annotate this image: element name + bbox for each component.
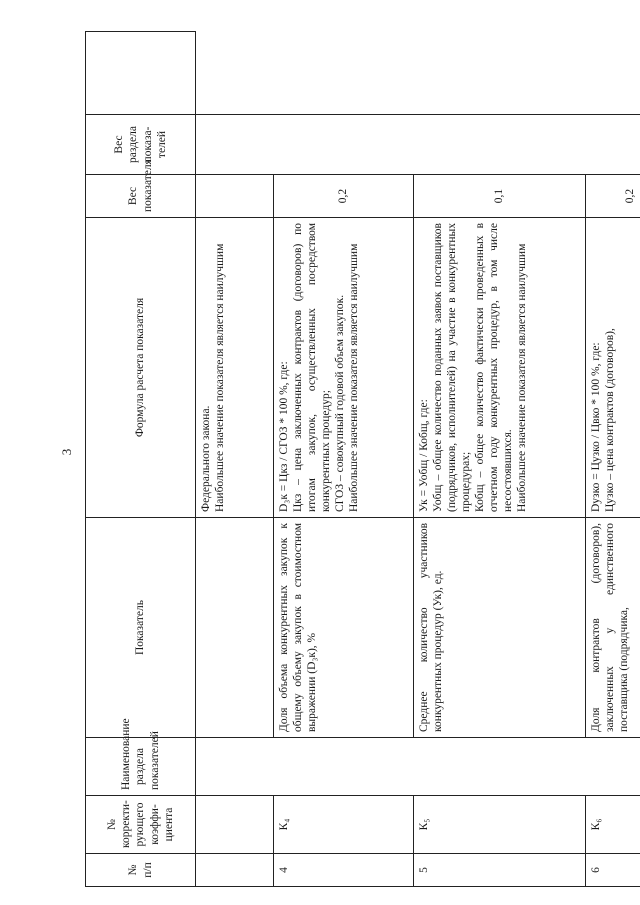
cell-num: 6 — [586, 854, 640, 887]
header-section-weight: Вес раздела показа-телей — [86, 115, 196, 175]
cell-coef: К₆ — [586, 796, 640, 854]
page-number: 3 — [59, 448, 74, 456]
formula-main: D₃к = Цкз / СГОЗ * 100 %, где: — [278, 361, 290, 512]
formula-line: Наибольшее значение показателя является наилучшим — [348, 243, 361, 512]
cell-indicator — [196, 518, 274, 738]
header-coef: № корректи-рующего коэффи-циента — [86, 796, 196, 854]
cell-coef — [196, 796, 274, 854]
indicators-table — [85, 31, 640, 887]
header-indicator: Показатель — [86, 518, 196, 738]
cell-weight: 0,1 — [414, 175, 586, 218]
formula-line: Кобщ – общее количество фактически проведенных в отчетном году конкурентных процедур, в том числе несостоявшихся. — [474, 223, 515, 512]
cell-indicator: Доля контрактов (договоров), заключенных у единственного поставщика (подрядчика, — [586, 518, 640, 738]
cell-indicator: Среднее количество участников конкурентных процедур (Ук), ед. — [414, 518, 586, 738]
cell-formula — [414, 218, 586, 518]
cell-section-weight — [196, 115, 640, 175]
cell-empty — [196, 32, 640, 115]
formula-line: Наибольшее значение показателя является наилучшим — [516, 243, 529, 512]
cell-weight: 0,2 — [586, 175, 640, 218]
cell-formula — [586, 218, 640, 518]
cell-num — [196, 854, 274, 887]
formula-main: Ук = Уобщ / Кобщ, где: — [418, 399, 430, 512]
cell-num: 4 — [274, 854, 414, 887]
cell-coef: К₄ — [274, 796, 414, 854]
formula-line: Уобщ – общее количество поданных заявок поставщиков (подрядчиков, исполнителей) на участие в конкурентных процедурах; — [432, 223, 473, 512]
header-empty — [86, 32, 196, 115]
header-row — [86, 32, 196, 887]
formula-line: СГОЗ – совокупный годовой объем закупок. — [334, 294, 347, 512]
formula-line: Цкз – цена заключенных контрактов (договоров) по итогам закупок, осуществленных посредством конкурентных процедур; — [292, 223, 333, 512]
header-section: Наименование раздела показателей — [86, 738, 196, 796]
formula-text: Наибольшее значение показателя является наилучшим — [214, 243, 227, 512]
header-num: № п/п — [86, 854, 196, 887]
formula-main: Dузко = Цузко / Цвко * 100 %, где: — [590, 342, 602, 512]
cell-indicator: Доля объема конкурентных закупок к общему объему закупок в стоимостном выражении (D₃к), % — [274, 518, 414, 738]
rotated-table-container — [85, 32, 637, 887]
cell-formula — [196, 218, 274, 518]
cell-weight: 0,2 — [274, 175, 414, 218]
formula-text: Федерального закона. — [200, 405, 212, 512]
header-formula: Формула расчета показателя — [86, 218, 196, 518]
cell-section — [196, 738, 640, 796]
table-row — [196, 32, 274, 887]
formula-line: Цузко – цена контрактов (договоров), — [604, 328, 617, 512]
cell-weight — [196, 175, 274, 218]
cell-coef: К₅ — [414, 796, 586, 854]
cell-formula — [274, 218, 414, 518]
cell-num: 5 — [414, 854, 586, 887]
header-weight: Вес показателя — [86, 175, 196, 218]
